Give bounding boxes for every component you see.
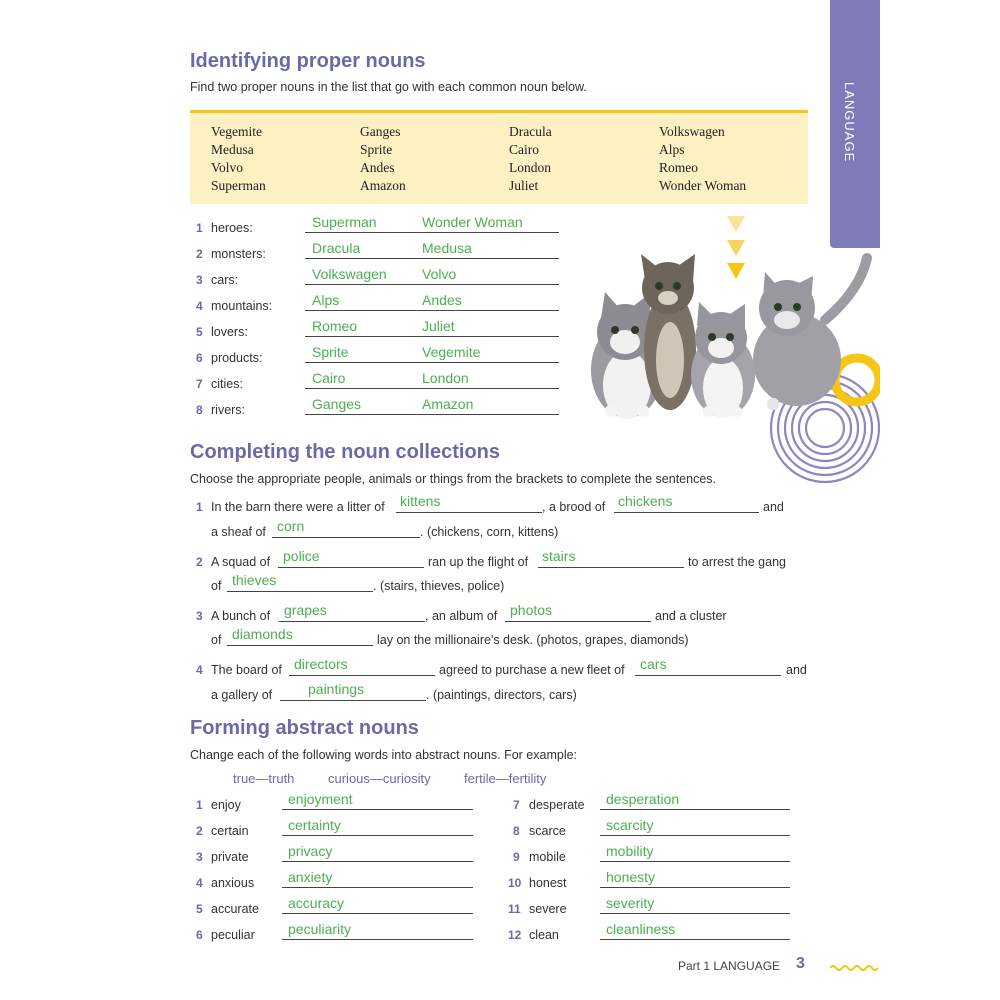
wave-decoration-icon — [830, 964, 880, 972]
question-number: 3 — [196, 609, 203, 623]
question-text: A bunch of — [211, 609, 271, 623]
answer-field[interactable]: peculiarity — [288, 921, 352, 937]
question-text: . (chickens, corn, kittens) — [420, 525, 559, 539]
answer-field[interactable]: corn — [277, 518, 305, 534]
answer-line — [305, 284, 559, 285]
answer-line — [305, 232, 559, 233]
answer-line — [600, 939, 790, 940]
answer-line — [614, 512, 759, 513]
item-number: 12 — [508, 928, 522, 942]
word-column — [360, 123, 406, 195]
answer-field[interactable]: grapes — [284, 602, 327, 618]
answer-line — [305, 362, 559, 363]
page-number: 3 — [796, 955, 805, 972]
question-text: and — [786, 663, 807, 677]
row-label: heroes: — [211, 221, 253, 235]
example-pair: fertile—fertility — [464, 771, 547, 786]
item-number: 6 — [196, 928, 203, 942]
question-number: 4 — [196, 663, 203, 677]
answer-field[interactable]: desperation — [606, 791, 680, 807]
answer-line — [505, 621, 651, 622]
row-label: monsters: — [211, 247, 266, 261]
answer-line — [305, 388, 559, 389]
question-text: agreed to purchase a new fleet of — [439, 663, 625, 677]
row-number: 5 — [196, 325, 203, 339]
item-word: scarce — [529, 824, 566, 838]
item-word: accurate — [211, 902, 259, 916]
question-text: a gallery of — [211, 688, 273, 702]
answer-field[interactable]: thieves — [232, 572, 277, 588]
word-item: Wonder Woman — [659, 178, 747, 193]
item-number: 4 — [196, 876, 203, 890]
answer-field[interactable]: Alps — [312, 292, 340, 308]
answer-field[interactable]: privacy — [288, 843, 333, 859]
answer-field[interactable]: Volvo — [422, 266, 457, 282]
word-item: Sprite — [360, 142, 393, 157]
answer-field[interactable]: enjoyment — [288, 791, 353, 807]
item-number: 8 — [513, 824, 520, 838]
answer-line — [600, 887, 790, 888]
row-number: 8 — [196, 403, 203, 417]
answer-field[interactable]: severity — [606, 895, 655, 911]
word-item: Vegemite — [211, 124, 262, 139]
answer-field[interactable]: honesty — [606, 869, 656, 885]
item-number: 11 — [508, 902, 521, 916]
answer-field[interactable]: scarcity — [606, 817, 654, 833]
section-instruction: Find two proper nouns in the list that go with each common noun below. — [190, 80, 587, 94]
item-number: 7 — [513, 798, 520, 812]
row-number: 6 — [196, 351, 203, 365]
item-number: 5 — [196, 902, 203, 916]
word-item: Juliet — [509, 178, 539, 193]
item-word: mobile — [529, 850, 566, 864]
question-text: ran up the flight of — [428, 555, 529, 569]
answer-field[interactable]: Sprite — [312, 344, 349, 360]
answer-line — [600, 809, 790, 810]
section-instruction: Change each of the following words into abstract nouns. For example: — [190, 748, 578, 762]
answer-field[interactable]: Superman — [312, 214, 377, 230]
row-label: rivers: — [211, 403, 246, 417]
question-text: to arrest the gang — [688, 555, 786, 569]
row-number: 7 — [196, 377, 203, 391]
question-text: and — [763, 500, 784, 514]
answer-field[interactable]: Cairo — [312, 370, 346, 386]
answer-line — [282, 835, 473, 836]
answer-line — [305, 414, 559, 415]
question-text: In the barn there were a litter of — [211, 500, 385, 514]
answer-field[interactable]: stairs — [542, 548, 576, 564]
word-column — [659, 123, 746, 195]
word-list-box — [190, 110, 808, 204]
answer-field[interactable]: kittens — [400, 493, 441, 509]
answer-field[interactable]: cleanliness — [606, 921, 676, 937]
answer-line — [635, 675, 781, 676]
question-text: and a cluster — [655, 609, 727, 623]
row-label: lovers: — [211, 325, 248, 339]
answer-field[interactable]: cars — [640, 656, 667, 672]
question-number: 1 — [196, 500, 203, 514]
answer-line — [282, 861, 473, 862]
question-text: A squad of — [211, 555, 271, 569]
item-word: enjoy — [211, 798, 241, 812]
word-item: Andes — [360, 160, 395, 175]
answer-field[interactable]: Dracula — [312, 240, 361, 256]
row-number: 2 — [196, 247, 203, 261]
answer-field[interactable]: police — [283, 548, 320, 564]
answer-field[interactable]: photos — [510, 602, 553, 618]
word-item: Superman — [211, 178, 266, 193]
answer-line — [227, 645, 373, 646]
kittens-photo — [575, 210, 880, 500]
question-text: , an album of — [425, 609, 498, 623]
question-number: 2 — [196, 555, 203, 569]
answer-field[interactable]: chickens — [618, 493, 673, 509]
question-text: of — [211, 579, 222, 593]
question-text: a sheaf of — [211, 525, 266, 539]
answer-field[interactable]: Medusa — [422, 240, 472, 256]
answer-line — [278, 567, 424, 568]
answer-line — [600, 835, 790, 836]
answer-field[interactable]: Andes — [422, 292, 462, 308]
example-pair: true—truth — [233, 771, 295, 786]
word-item: Volvo — [211, 160, 244, 175]
answer-line — [282, 913, 473, 914]
answer-field[interactable]: certainty — [288, 817, 341, 833]
answer-field[interactable]: anxiety — [288, 869, 333, 885]
answer-line — [280, 700, 426, 701]
word-column — [509, 123, 552, 195]
answer-field[interactable]: Vegemite — [422, 344, 481, 360]
example-pair: curious—curiosity — [328, 771, 431, 786]
answer-line — [282, 809, 473, 810]
answer-field[interactable]: Romeo — [312, 318, 358, 334]
item-number: 2 — [196, 824, 203, 838]
question-text: of — [211, 633, 222, 647]
answer-field[interactable]: mobility — [606, 843, 654, 859]
question-text: . (stairs, thieves, police) — [373, 579, 505, 593]
row-number: 4 — [196, 299, 203, 313]
answer-line — [227, 591, 373, 592]
question-text: lay on the millionaire's desk. (photos, grapes, diamonds) — [377, 633, 689, 647]
word-item: London — [509, 160, 551, 175]
answer-field[interactable]: diamonds — [232, 626, 293, 642]
question-text: . (paintings, directors, cars) — [426, 688, 577, 702]
item-word: clean — [529, 928, 559, 942]
footer-part-label: Part 1 LANGUAGE — [678, 959, 781, 973]
row-number: 3 — [196, 273, 203, 287]
item-word: peculiar — [211, 928, 255, 942]
answer-line — [538, 567, 684, 568]
answer-line — [600, 861, 790, 862]
word-column — [211, 123, 266, 195]
answer-field[interactable]: accuracy — [288, 895, 345, 911]
item-number: 3 — [196, 850, 203, 864]
item-word: private — [211, 850, 249, 864]
section-title-noun-collections: Completing the noun collections — [190, 441, 500, 463]
answer-field[interactable]: directors — [294, 656, 348, 672]
word-item: Cairo — [509, 142, 539, 157]
section-instruction: Choose the appropriate people, animals or things from the brackets to complete the sentences. — [190, 472, 716, 486]
answer-line — [279, 621, 425, 622]
answer-line — [282, 939, 473, 940]
word-item: Dracula — [509, 124, 552, 139]
question-text: , a brood of — [542, 500, 606, 514]
item-word: honest — [529, 876, 567, 890]
row-label: cities: — [211, 377, 243, 391]
item-word: anxious — [211, 876, 255, 890]
answer-line — [289, 675, 435, 676]
answer-field[interactable]: Juliet — [422, 318, 455, 334]
answer-field[interactable]: Amazon — [422, 396, 474, 412]
word-item: Ganges — [360, 124, 401, 139]
row-number: 1 — [196, 221, 203, 235]
item-word: certain — [211, 824, 249, 838]
item-number: 9 — [513, 850, 520, 864]
word-item: Volkswagen — [659, 124, 725, 139]
answer-line — [305, 336, 559, 337]
word-item: Medusa — [211, 142, 254, 157]
answer-line — [282, 887, 473, 888]
item-number: 10 — [508, 876, 522, 890]
triangle-icon — [727, 216, 745, 232]
answer-field[interactable]: London — [422, 370, 469, 386]
question-text: The board of — [211, 663, 282, 677]
row-label: cars: — [211, 273, 239, 287]
answer-field[interactable]: paintings — [308, 681, 365, 697]
word-item: Amazon — [360, 178, 406, 193]
item-word: severe — [529, 902, 567, 916]
row-label: products: — [211, 351, 263, 365]
answer-field[interactable]: Volkswagen — [312, 266, 387, 282]
word-item: Romeo — [659, 160, 698, 175]
section-title-abstract-nouns: Forming abstract nouns — [190, 717, 419, 739]
answer-line — [272, 537, 420, 538]
answer-line — [305, 310, 559, 311]
answer-field[interactable]: Ganges — [312, 396, 362, 412]
answer-line — [396, 512, 542, 513]
item-number: 1 — [196, 798, 203, 812]
section-title-proper-nouns: Identifying proper nouns — [190, 50, 426, 72]
answer-line — [600, 913, 790, 914]
answer-line — [305, 258, 559, 259]
row-label: mountains: — [211, 299, 273, 313]
word-item: Alps — [659, 142, 685, 157]
side-tab-label: LANGUAGE — [842, 82, 857, 163]
item-word: desperate — [529, 798, 585, 812]
answer-field[interactable]: Wonder Woman — [422, 214, 523, 230]
